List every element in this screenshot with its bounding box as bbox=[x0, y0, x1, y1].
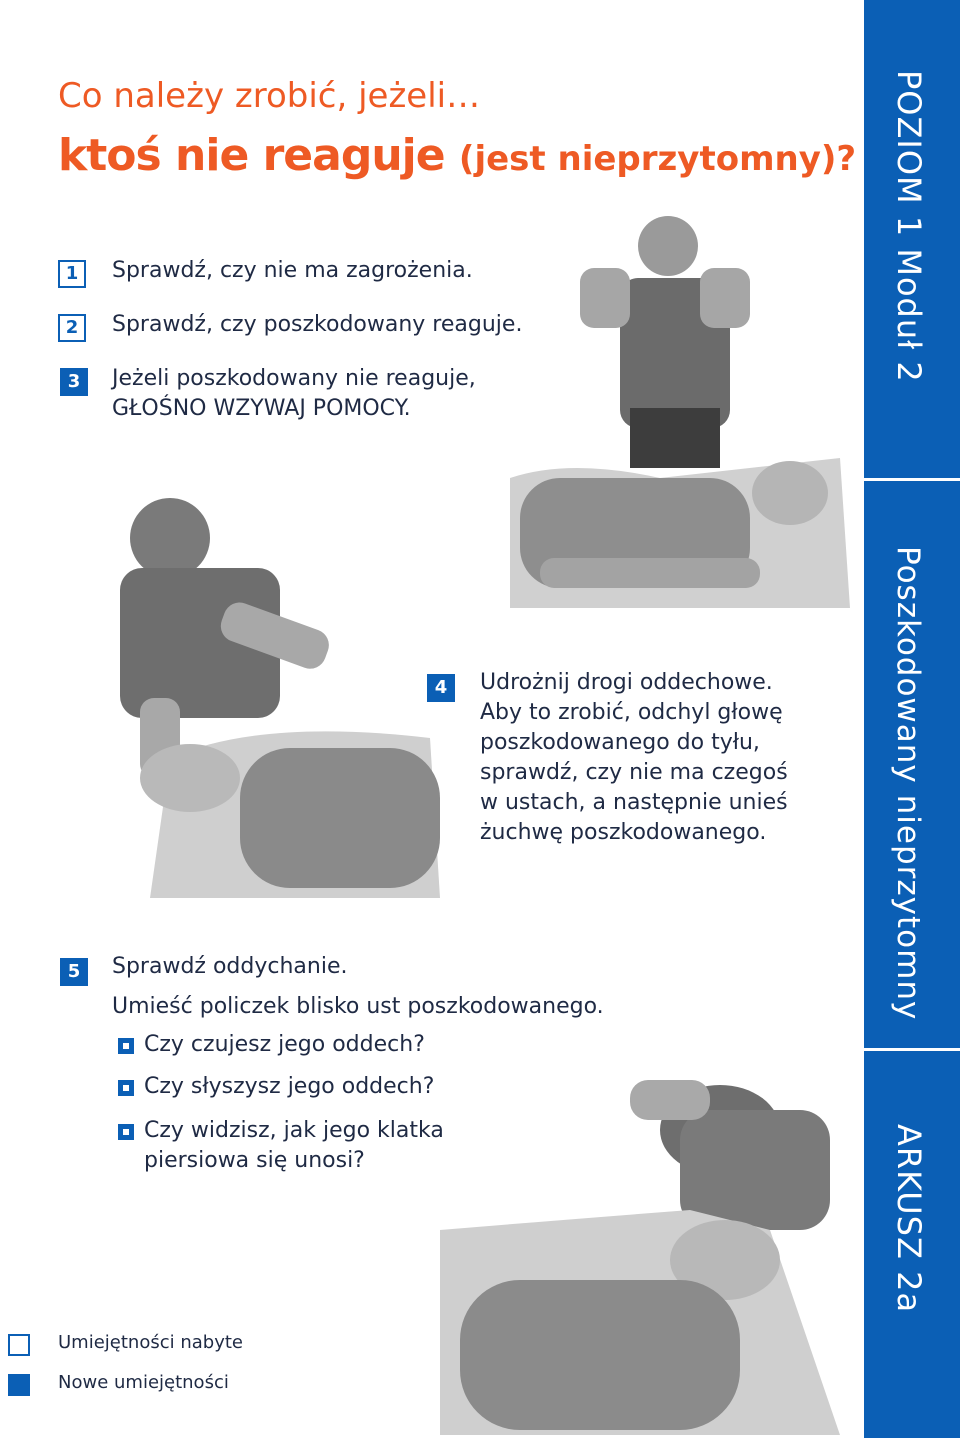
step-4-line-3: poszkodowanego do tyłu, bbox=[480, 730, 760, 755]
step-5-bullet-1: Czy czujesz jego oddech? bbox=[144, 1032, 425, 1057]
sidebar-topic: Poszkodowany nieprzytomny bbox=[890, 546, 926, 1021]
photo-check-breathing-graphic bbox=[440, 1070, 850, 1435]
legend-new-label: Nowe umiejętności bbox=[58, 1372, 229, 1393]
title-small: (jest nieprzytomny)? bbox=[458, 139, 857, 179]
step-2-text: Sprawdź, czy poszkodowany reaguje. bbox=[112, 312, 523, 337]
step-5-number: 5 bbox=[60, 958, 88, 986]
step-5-intro: Umieść policzek blisko ust poszkodowanego. bbox=[112, 994, 604, 1019]
step-4-line-1: Udrożnij drogi oddechowe. bbox=[480, 670, 773, 695]
step-1-text: Sprawdź, czy nie ma zagrożenia. bbox=[112, 258, 473, 283]
title-line-1: Co należy zrobić, jeżeli… bbox=[58, 76, 481, 116]
photo-call-for-help bbox=[510, 208, 850, 608]
step-5-bullet-3: Czy widzisz, jak jego klatka bbox=[144, 1118, 444, 1143]
step-3-text-line-1: Jeżeli poszkodowany nie reaguje, bbox=[112, 366, 476, 391]
sidebar-level: POZIOM 1 Moduł 2 bbox=[890, 70, 928, 383]
photo-call-for-help-graphic bbox=[510, 208, 850, 608]
step-4-number: 4 bbox=[427, 674, 455, 702]
step-4-line-6: żuchwę poszkodowanego. bbox=[480, 820, 767, 845]
step-4-line-2: Aby to zrobić, odchyl głowę bbox=[480, 700, 783, 725]
legend-acquired-label: Umiejętności nabyte bbox=[58, 1332, 243, 1353]
step-2-number: 2 bbox=[58, 314, 86, 342]
photo-open-airway bbox=[110, 478, 440, 898]
sidebar-divider bbox=[864, 1048, 960, 1051]
step-5-bullet-2: Czy słyszysz jego oddech? bbox=[144, 1074, 435, 1099]
photo-open-airway-graphic bbox=[110, 478, 440, 898]
step-1-number: 1 bbox=[58, 260, 86, 288]
step-4-line-5: w ustach, a następnie unieś bbox=[480, 790, 788, 815]
step-3-number: 3 bbox=[60, 368, 88, 396]
step-5-bullet-3-cont: piersiowa się unosi? bbox=[144, 1148, 365, 1173]
legend-acquired-swatch bbox=[8, 1334, 30, 1356]
bullet-icon bbox=[118, 1038, 134, 1054]
photo-check-breathing bbox=[440, 1070, 850, 1435]
sidebar-divider bbox=[864, 478, 960, 481]
title-main: ktoś nie reaguje bbox=[58, 130, 445, 181]
step-3-text-line-2: GŁOŚNO WZYWAJ POMOCY. bbox=[112, 396, 411, 421]
bullet-icon bbox=[118, 1124, 134, 1140]
step-5-title: Sprawdź oddychanie. bbox=[112, 954, 348, 979]
legend-new-swatch bbox=[8, 1374, 30, 1396]
title-line-2 bbox=[58, 130, 856, 181]
sidebar-sheet: ARKUSZ 2a bbox=[890, 1124, 928, 1314]
bullet-icon bbox=[118, 1080, 134, 1096]
step-4-line-4: sprawdź, czy nie ma czegoś bbox=[480, 760, 788, 785]
